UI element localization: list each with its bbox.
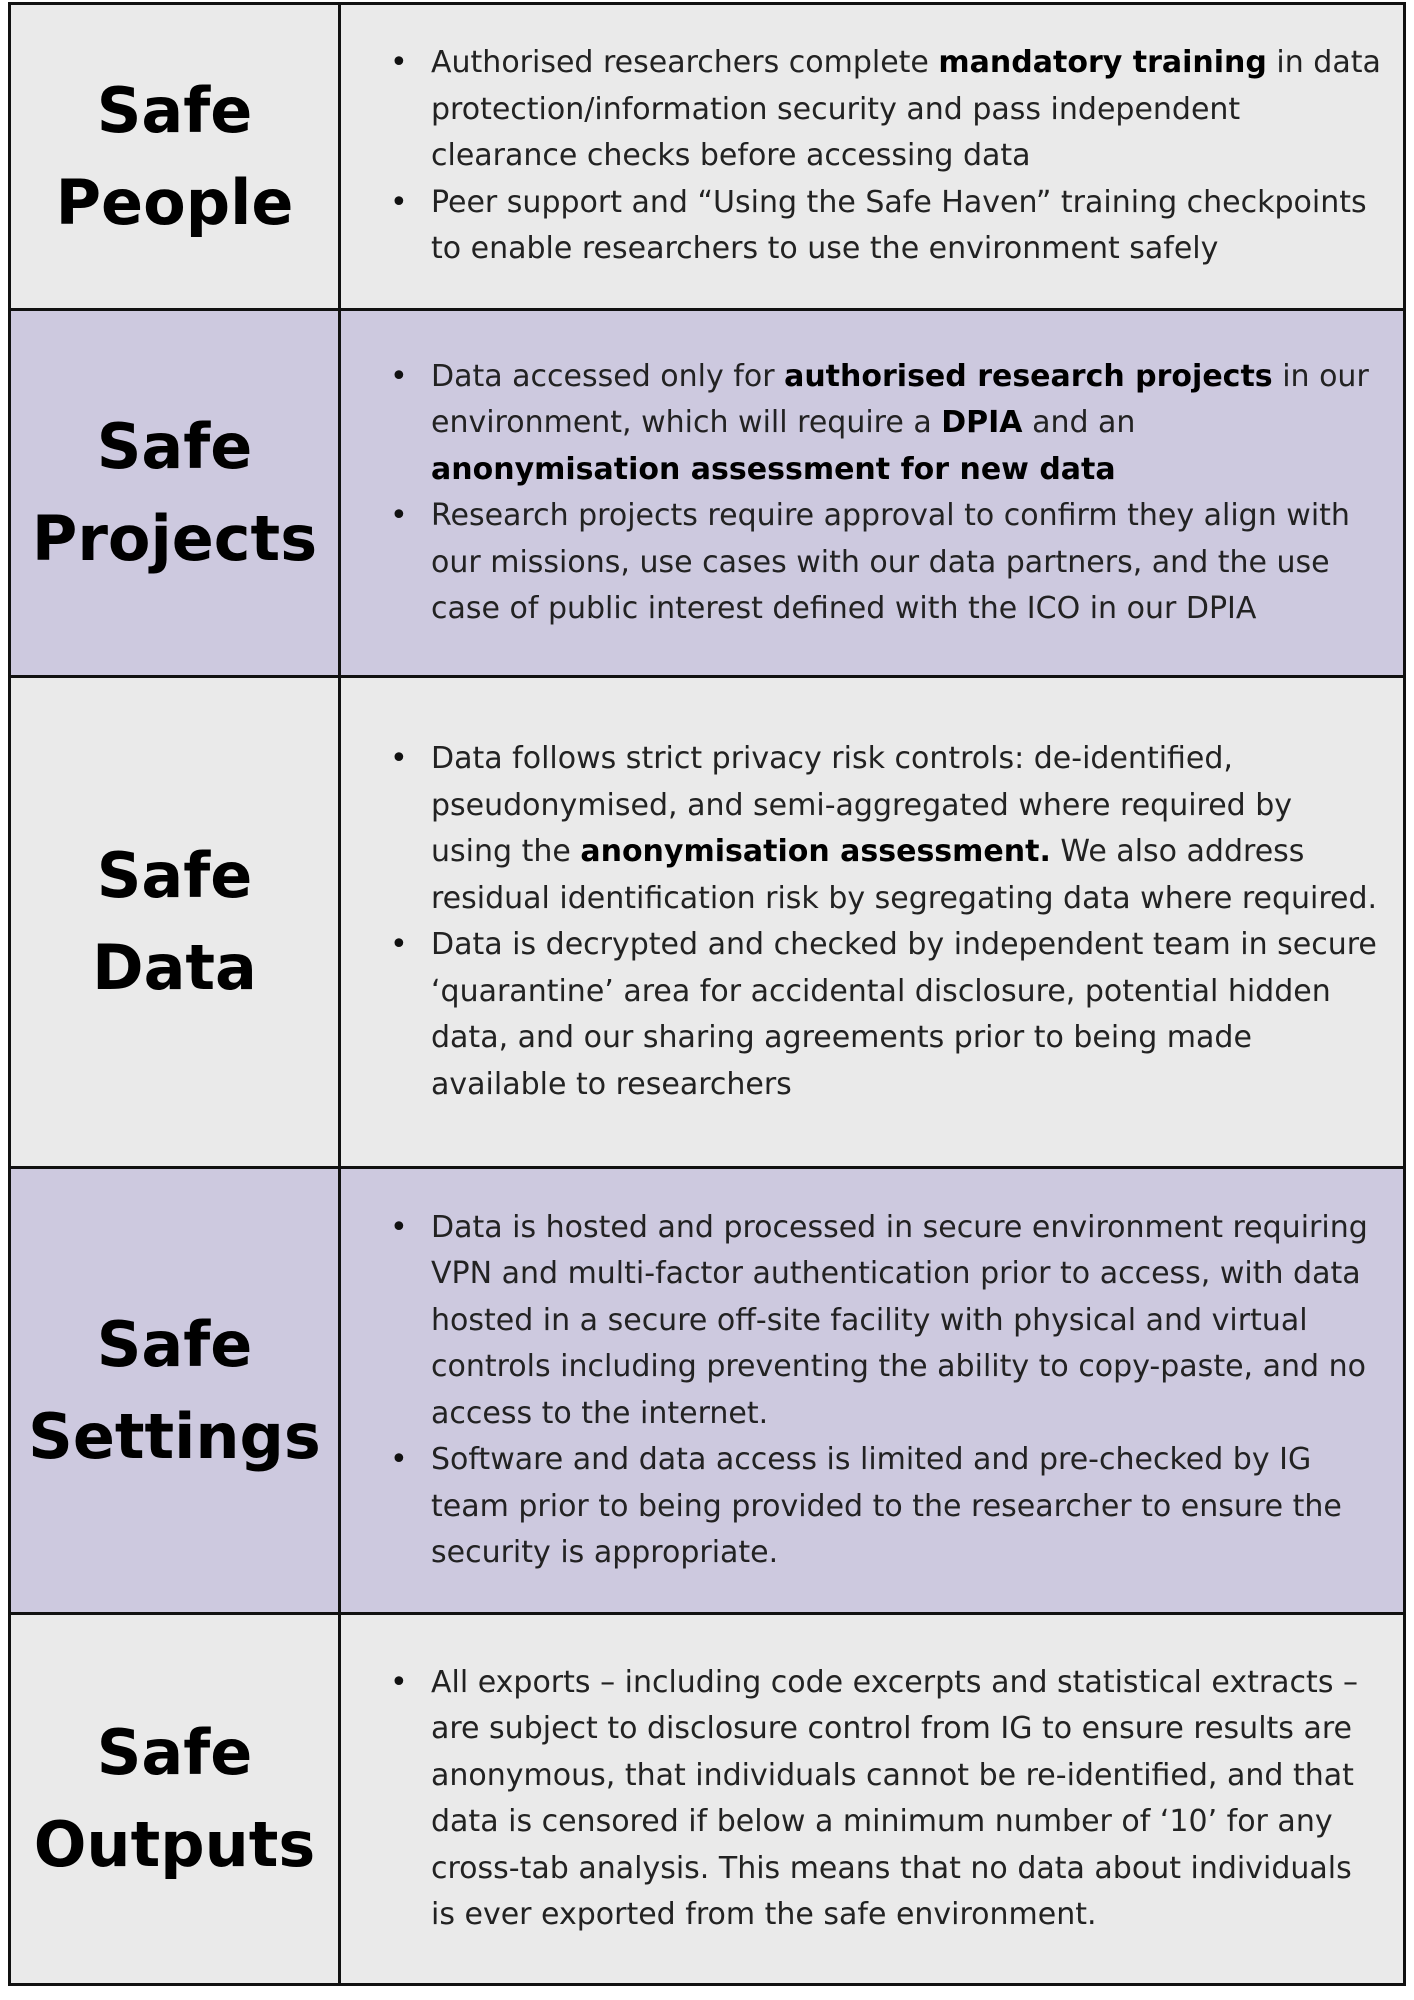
text-segment: All exports – including code excerpts and statistical extracts – are subject to disclosure control from IG to ensure results are anonymous, that individuals cannot be re-identified, and that data is censored if below a minimum number of ‘10’ for any cross-tab analysis. This means that no data about individuals is ever exported from the safe environment. <box>431 1664 1358 1932</box>
bold-text: authorised research projects <box>784 358 1273 394</box>
row-content-cell <box>341 678 1403 1166</box>
bullet-item <box>390 736 1381 922</box>
bullet-item <box>390 1437 1381 1577</box>
text-segment: Authorised researchers complete <box>431 45 939 81</box>
row-content-cell <box>341 311 1403 675</box>
bullet-list <box>390 736 1381 1108</box>
bullet-dot-icon: • <box>390 1664 408 1700</box>
text-segment: Data follows strict privacy risk controls: de-identified, pseudonymised, and semi-aggregated where required by using the <box>431 741 1293 869</box>
bullet-dot-icon: • <box>390 1442 408 1477</box>
bullet-dot-icon: • <box>390 358 408 394</box>
text-segment: in our environment, which will require a <box>431 358 1369 440</box>
row-content-cell <box>341 1615 1403 1983</box>
row-safe-data <box>11 678 1403 1169</box>
text-segment: Peer support and “Using the Safe Haven” training checkpoints to enable researchers to use the environment safely <box>431 184 1367 267</box>
bullet-dot-icon: • <box>390 927 408 962</box>
bullet-dot-icon: • <box>390 45 408 81</box>
bullet-dot-icon: • <box>390 184 408 220</box>
row-heading <box>56 65 294 249</box>
row-heading-line2: Settings <box>28 1399 321 1473</box>
row-safe-outputs <box>11 1615 1403 1983</box>
five-safes-table <box>8 2 1406 1986</box>
bullet-item <box>390 354 1381 494</box>
row-heading-line1: Safe <box>96 73 253 147</box>
row-content-cell <box>341 5 1403 308</box>
text-segment: Data accessed only for <box>431 358 785 394</box>
text-segment: Data is hosted and processed in secure environment requiring VPN and multi-factor authentication prior to access, with data hosted in a secure off-site facility with physical and virtual controls including preventing the ability to copy-paste, and no access to the internet. <box>431 1209 1368 1431</box>
text-segment: Data is decrypted and checked by independent team in secure ‘quarantine’ area for accidental disclosure, potential hidden data, and our sharing agreements prior to being made available to researchers <box>431 927 1377 1102</box>
row-heading-line2: Data <box>92 931 257 1004</box>
bullet-list <box>390 1660 1381 1939</box>
row-label-cell <box>11 678 341 1166</box>
text-segment: Software and data access is limited and pre-checked by IG team prior to being provided to the researcher to ensure the security is appropriate. <box>431 1442 1342 1570</box>
bold-text: anonymisation assessment for new data <box>431 451 1116 487</box>
row-heading-line1: Safe <box>96 1307 253 1381</box>
bullet-list <box>390 354 1381 633</box>
bullet-dot-icon: • <box>390 1209 408 1245</box>
text-segment: and an <box>1022 405 1136 440</box>
row-heading <box>92 830 257 1014</box>
text-segment: in data protection/information security and pass independent clearance checks before accessing data <box>431 45 1381 174</box>
row-safe-people <box>11 5 1403 311</box>
bullet-dot-icon: • <box>390 741 408 776</box>
row-content-cell <box>341 1169 1403 1612</box>
row-heading-line1: Safe <box>96 839 253 912</box>
row-heading-line1: Safe <box>96 410 253 483</box>
row-heading <box>28 1299 321 1483</box>
bold-text: mandatory training <box>938 45 1267 81</box>
row-heading-line2: People <box>55 165 294 239</box>
row-safe-projects <box>11 311 1403 678</box>
row-label-cell <box>11 1615 341 1983</box>
row-heading-line2: Outputs <box>33 1808 316 1881</box>
bullet-list <box>390 40 1381 273</box>
row-label-cell <box>11 311 341 675</box>
bullet-item <box>390 1660 1381 1939</box>
row-heading <box>32 401 317 585</box>
row-label-cell <box>11 1169 341 1612</box>
row-heading-line1: Safe <box>96 1716 253 1789</box>
text-segment: Research projects require approval to confirm they align with our missions, use cases with our data partners, and the use case of public interest defined with the ICO in our DPIA <box>431 498 1350 626</box>
bullet-item <box>390 922 1381 1108</box>
bullet-list <box>390 1205 1381 1577</box>
bullet-item <box>390 1205 1381 1438</box>
row-heading <box>34 1707 316 1891</box>
bullet-item <box>390 493 1381 633</box>
bold-text: DPIA <box>941 405 1023 440</box>
bullet-dot-icon: • <box>390 498 408 533</box>
text-segment: We also address residual identification risk by segregating data where required. <box>431 834 1378 916</box>
row-label-cell <box>11 5 341 308</box>
row-safe-settings <box>11 1169 1403 1615</box>
bullet-item <box>390 40 1381 180</box>
bullet-item <box>390 180 1381 273</box>
row-heading-line2: Projects <box>31 502 318 575</box>
bold-text: anonymisation assessment. <box>580 834 1051 869</box>
